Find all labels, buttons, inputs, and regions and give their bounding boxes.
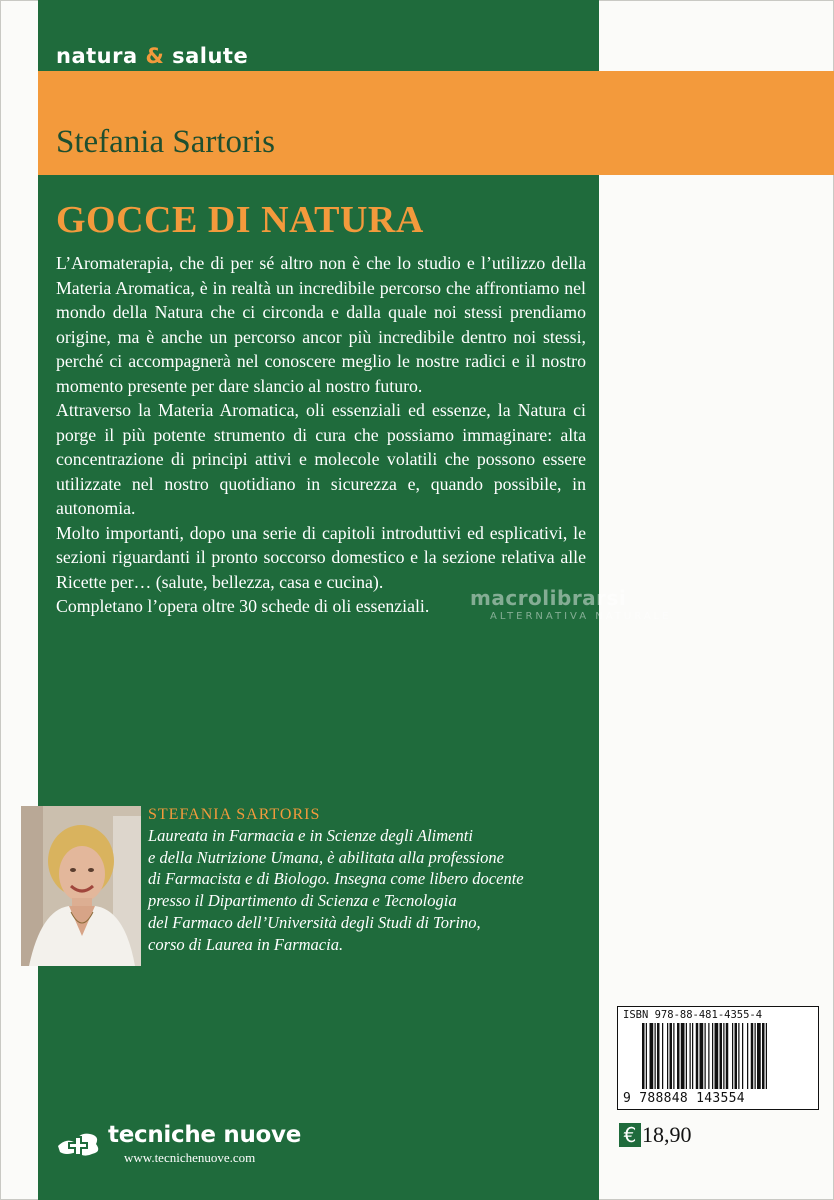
- blurb-paragraph: Molto importanti, dopo una serie di capitoli introduttivi ed esplicativi, le sezioni riguardanti il pronto soccorso domestico e la sezione relativa alle Ricette per… (salute, bellezza, casa e cucina).: [56, 522, 586, 592]
- bio-line: corso di Laurea in Farmacia.: [148, 934, 344, 954]
- author-bio: [148, 825, 588, 955]
- bio-line: del Farmaco dell’Università degli Studi di Torino,: [148, 912, 481, 932]
- barcode-digits: 9 788848 143554: [623, 1091, 745, 1106]
- book-title: GOCCE DI NATURA: [56, 199, 424, 241]
- bio-line: presso il Dipartimento di Scienza e Tecnologia: [148, 891, 457, 911]
- bio-line: di Farmacista e di Biologo. Insegna come libero docente: [148, 869, 524, 889]
- price-amount: 18,90: [642, 1122, 692, 1147]
- publisher-logo-icon: [56, 1122, 102, 1158]
- publisher-url: www.tecnichenuove.com: [124, 1150, 256, 1165]
- blurb-paragraph: Attraverso la Materia Aromatica, oli essenziali ed essenze, la Natura ci porge il più potente strumento di cura che possiamo immaginare: alta concentrazione di principi attivi e molecole volatili che possono essere utilizzate nel nostro quotidiano in sicurezza e, quando possibile, in autonomia.: [56, 400, 586, 518]
- blurb-paragraph: L’Aromaterapia, che di per sé altro non è che lo studio e l’utilizzo della Materia Aromatica, è in realtà un incredibile percorso che affrontiamo nel mondo della Natura che ci circonda e dalla quale noi stessi prendiamo origine, ma è anche un percorso ancor più incredibile dentro noi stessi, perché ci accompagnerà nel conoscere meglio le nostre radici e il nostro momento presente per dare slancio al nostro futuro.: [56, 253, 586, 396]
- barcode-bars: [642, 1023, 810, 1089]
- euro-icon: €: [619, 1123, 641, 1147]
- isbn-number: ISBN 978-88-481-4355-4: [623, 1009, 763, 1021]
- watermark: [470, 586, 672, 622]
- author-photo: [21, 806, 141, 966]
- bio-author-name: STEFANIA SARTORIS: [148, 806, 321, 823]
- series-right: salute: [172, 44, 249, 68]
- publisher-name: tecniche nuove: [108, 1122, 302, 1148]
- price: [619, 1122, 692, 1148]
- blurb-paragraph: Completano l’opera oltre 30 schede di oli essenziali.: [56, 596, 430, 616]
- watermark-tagline: ALTERNATIVA NATURALE: [490, 611, 672, 622]
- series-amp: &: [145, 44, 165, 68]
- isbn-barcode: [617, 1006, 819, 1110]
- bio-line: Laureata in Farmacia e in Scienze degli Alimenti: [148, 826, 473, 845]
- series-label: [56, 44, 248, 68]
- author-name: Stefania Sartoris: [56, 124, 276, 160]
- bio-line: e della Nutrizione Umana, è abilitata alla professione: [148, 847, 504, 867]
- watermark-name: macrolibrarsi: [470, 586, 627, 610]
- blurb: [56, 251, 586, 619]
- series-left: natura: [56, 44, 138, 68]
